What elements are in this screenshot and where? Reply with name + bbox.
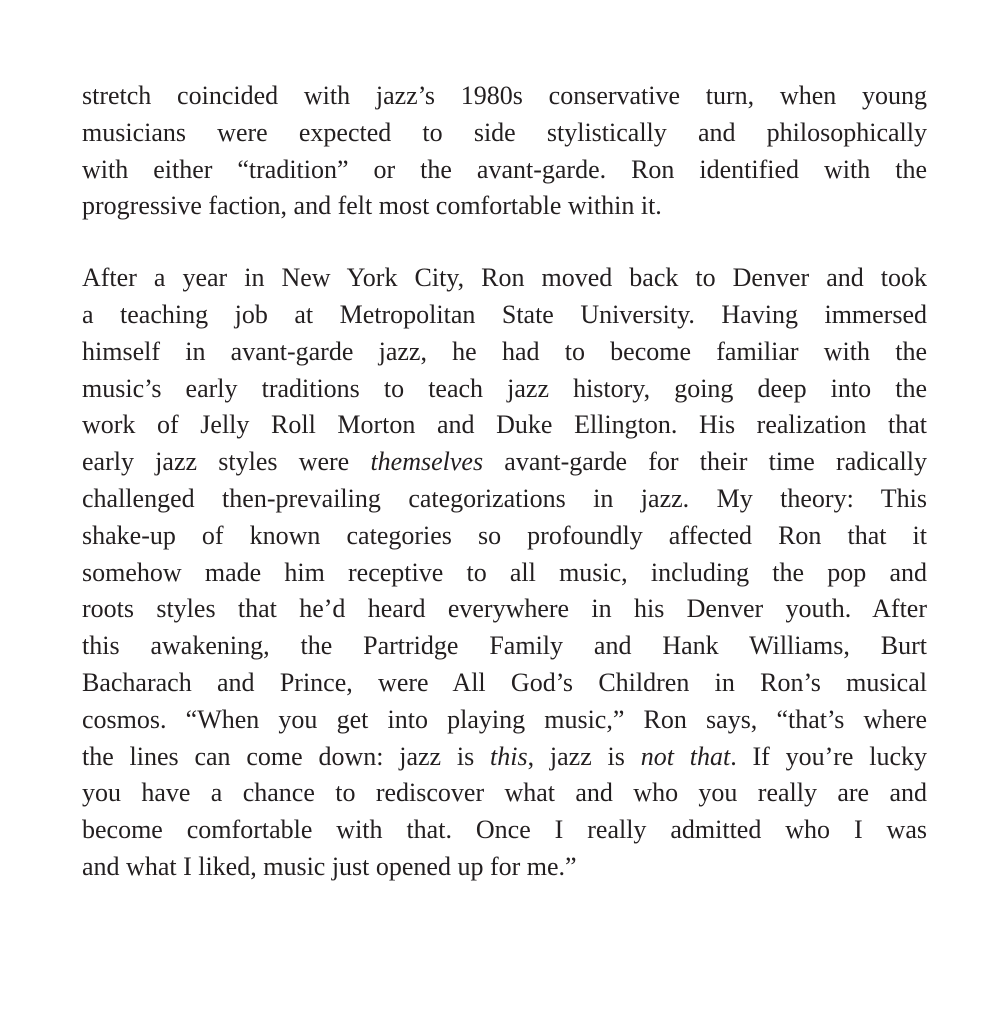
text-run: . If you’re lucky	[730, 741, 927, 771]
text-run: shake-up of known categories so profoundly affected Ron that it	[82, 520, 927, 550]
text-run: himself in avant-garde jazz, he had to become familiar with the	[82, 336, 927, 366]
text-run: a teaching job at Metropolitan State University. Having immersed	[82, 299, 927, 329]
text-run: cosmos. “When you get into playing music,” Ron says, “that’s where	[82, 704, 927, 734]
text-run: become comfortable with that. Once I really admitted who I was	[82, 815, 927, 845]
text-run: you have a chance to rediscover what and who you really are and	[82, 778, 927, 808]
paragraph-spacer	[82, 225, 927, 260]
text-line	[82, 152, 927, 189]
text-line	[82, 297, 927, 334]
text-line	[82, 334, 927, 371]
text-run: stretch coincided with jazz’s 1980s conservative turn, when young	[82, 81, 927, 110]
text-run: roots styles that he’d heard everywhere in his Denver youth. After	[82, 594, 927, 624]
text-line	[82, 444, 927, 481]
text-run: progressive faction, and felt most comfortable within it.	[82, 191, 662, 221]
text-run: the lines can come down: jazz is	[82, 741, 491, 771]
text-run: early jazz styles were	[82, 447, 371, 477]
text-run: , jazz is	[527, 741, 641, 771]
text-line	[82, 407, 927, 444]
text-line	[82, 812, 927, 849]
text-run: avant-garde for their time radically	[483, 447, 927, 477]
italic-text: themselves	[370, 447, 484, 477]
text-run: musicians were expected to side stylistically and philosophically	[82, 117, 927, 147]
text-run: music’s early traditions to teach jazz history, going deep into the	[82, 373, 927, 403]
text-run: challenged then-prevailing categorizations in jazz. My theory: This	[82, 483, 927, 513]
text-line	[82, 371, 927, 408]
text-line	[82, 188, 927, 225]
paragraph-1	[82, 78, 927, 225]
text-line	[82, 628, 927, 665]
text-line	[82, 849, 927, 886]
text-line	[82, 665, 927, 702]
text-line	[82, 78, 927, 115]
text-run: somehow made him receptive to all music, including the pop and	[82, 557, 927, 587]
text-run: After a year in New York City, Ron moved back to Denver and took	[82, 263, 927, 293]
text-run: with either “tradition” or the avant-garde. Ron identified with the	[82, 154, 927, 184]
italic-text: this	[490, 741, 528, 771]
text-run: work of Jelly Roll Morton and Duke Ellington. His realization that	[82, 410, 927, 440]
paragraph-2	[82, 260, 927, 886]
text-line	[82, 481, 927, 518]
text-line	[82, 591, 927, 628]
text-run: Bacharach and Prince, were All God’s Children in Ron’s musical	[82, 667, 927, 697]
text-run: and what I liked, music just opened up for me.”	[82, 851, 577, 881]
italic-text: not that	[640, 741, 731, 771]
text-line	[82, 115, 927, 152]
text-run: this awakening, the Partridge Family and Hank Williams, Burt	[82, 631, 927, 661]
text-line	[82, 518, 927, 555]
text-line	[82, 260, 927, 297]
text-line	[82, 739, 927, 776]
text-line	[82, 775, 927, 812]
document-page	[82, 78, 927, 886]
text-line	[82, 555, 927, 592]
text-line	[82, 702, 927, 739]
